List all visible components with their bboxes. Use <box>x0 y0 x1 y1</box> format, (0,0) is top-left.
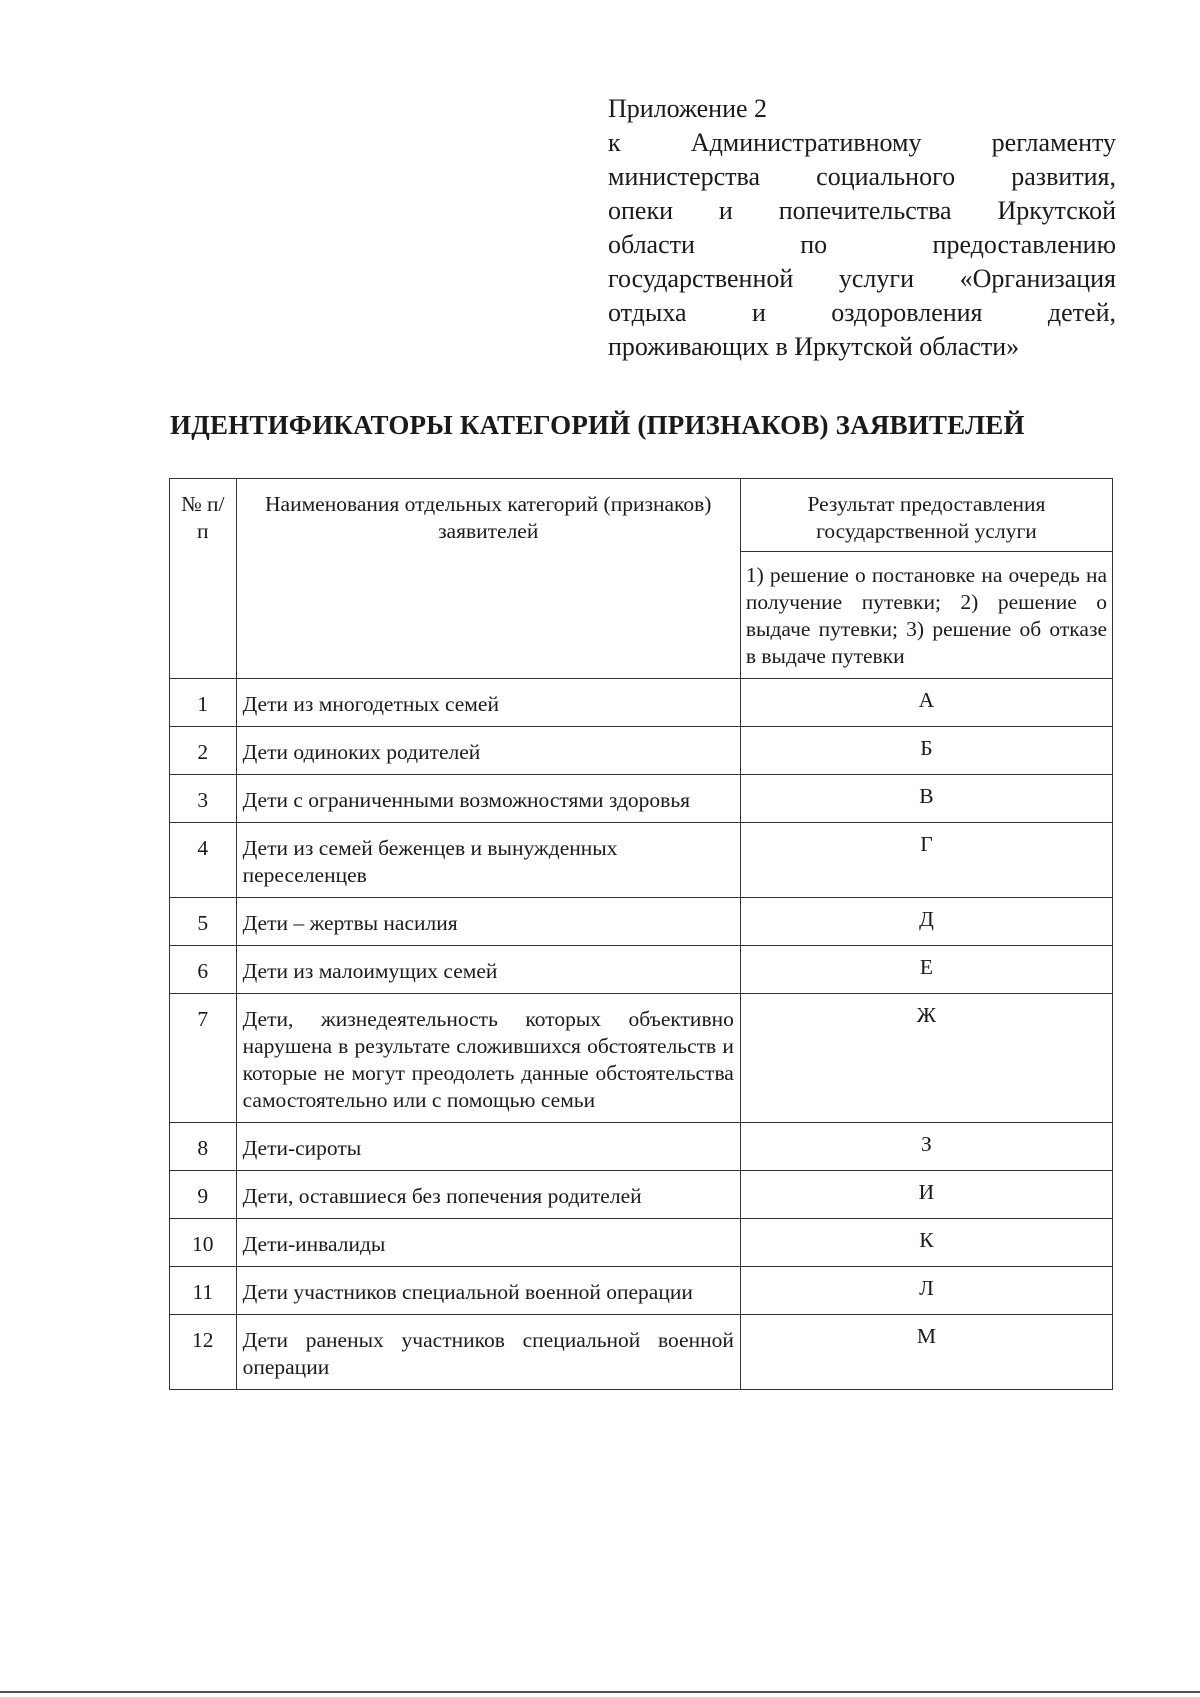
row-category: Дети из малоимущих семей <box>236 946 740 994</box>
table-row <box>170 1171 1113 1219</box>
row-num: 4 <box>170 823 237 898</box>
appendix-line: области по предоставлению <box>608 230 1116 259</box>
row-identifier: К <box>740 1219 1112 1267</box>
row-identifier: А <box>740 679 1112 727</box>
row-category: Дети из многодетных семей <box>236 679 740 727</box>
row-identifier: И <box>740 1171 1112 1219</box>
row-num: 6 <box>170 946 237 994</box>
table-row <box>170 679 1113 727</box>
row-category: Дети-сироты <box>236 1123 740 1171</box>
header-name: Наименования отдельных категорий (признаков) заявителей <box>236 479 740 679</box>
appendix-line: опеки и попечительства Иркутской <box>608 196 1116 225</box>
row-identifier: В <box>740 775 1112 823</box>
row-category: Дети одиноких родителей <box>236 727 740 775</box>
row-identifier: Д <box>740 898 1112 946</box>
row-category: Дети из семей беженцев и вынужденных переселенцев <box>236 823 740 898</box>
row-identifier: М <box>740 1315 1112 1390</box>
row-identifier: Б <box>740 727 1112 775</box>
row-identifier: Г <box>740 823 1112 898</box>
row-category: Дети – жертвы насилия <box>236 898 740 946</box>
header-result: Результат предоставления государственной услуги <box>740 479 1112 552</box>
table-header-row <box>170 479 1113 552</box>
row-num: 10 <box>170 1219 237 1267</box>
header-result-description: 1) решение о постановке на очередь на получение путевки; 2) решение о выдаче путевки; 3) решение об отказе в выдаче путевки <box>740 552 1112 679</box>
row-category: Дети раненых участников специальной военной операции <box>236 1315 740 1390</box>
row-num: 12 <box>170 1315 237 1390</box>
table-row <box>170 823 1113 898</box>
table-row <box>170 1315 1113 1390</box>
appendix-line: министерства социального развития, <box>608 162 1116 191</box>
appendix-line: к Административному регламенту <box>608 128 1116 157</box>
row-num: 9 <box>170 1171 237 1219</box>
appendix-line: Приложение 2 <box>608 94 768 123</box>
row-category: Дети, оставшиеся без попечения родителей <box>236 1171 740 1219</box>
table-row <box>170 1267 1113 1315</box>
appendix-line: проживающих в Иркутской области» <box>608 332 1020 361</box>
row-num: 8 <box>170 1123 237 1171</box>
appendix-line: отдыха и оздоровления детей, <box>608 298 1116 327</box>
table-row <box>170 946 1113 994</box>
row-category: Дети с ограниченными возможностями здоровья <box>236 775 740 823</box>
table-row <box>170 727 1113 775</box>
table-row <box>170 775 1113 823</box>
row-num: 2 <box>170 727 237 775</box>
table-row <box>170 1123 1113 1171</box>
page-bottom-rule <box>0 1691 1200 1693</box>
row-num: 11 <box>170 1267 237 1315</box>
row-identifier: З <box>740 1123 1112 1171</box>
row-category: Дети, жизнедеятельность которых объективно нарушена в результате сложившихся обстоятельств и которые не могут преодолеть данные обстоятельства самостоятельно или с помощью семьи <box>236 994 740 1123</box>
identifiers-table <box>169 478 1113 1390</box>
row-num: 3 <box>170 775 237 823</box>
table-row <box>170 898 1113 946</box>
header-num: № п/п <box>170 479 237 679</box>
table-row <box>170 1219 1113 1267</box>
appendix-line: государственной услуги «Организация <box>608 264 1116 293</box>
appendix-reference <box>608 92 1116 364</box>
row-identifier: Ж <box>740 994 1112 1123</box>
table-row <box>170 994 1113 1123</box>
row-identifier: Л <box>740 1267 1112 1315</box>
row-category: Дети-инвалиды <box>236 1219 740 1267</box>
row-num: 7 <box>170 994 237 1123</box>
row-identifier: Е <box>740 946 1112 994</box>
document-title: ИДЕНТИФИКАТОРЫ КАТЕГОРИЙ (ПРИЗНАКОВ) ЗАЯВИТЕЛЕЙ <box>170 410 1025 440</box>
row-category: Дети участников специальной военной операции <box>236 1267 740 1315</box>
row-num: 1 <box>170 679 237 727</box>
row-num: 5 <box>170 898 237 946</box>
